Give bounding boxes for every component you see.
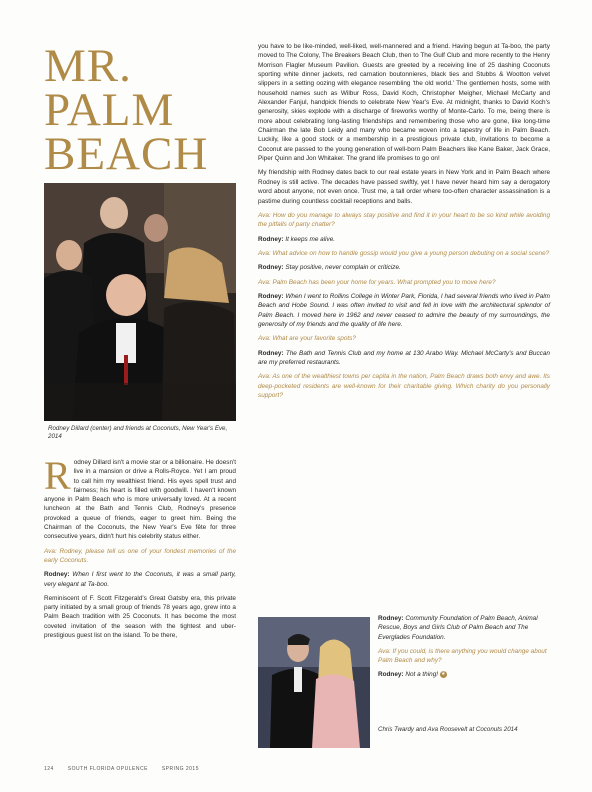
question: Ava: As one of the wealthiest towns per capita in the nation, Palm Beach draws both envy and awe. Its deep-pocketed residents are well-known for their charitable giving. Which charity do you personally support? xyxy=(258,373,550,399)
article-body-right-end xyxy=(378,614,548,685)
answer: Rodney: Community Foundation of Palm Beach, Animal Rescue, Boys and Girls Club of Palm Beach and The Everglades Foundation. xyxy=(378,615,538,641)
question: Ava: What advice on how to handle gossip would you give a young person debuting on a social scene? xyxy=(258,249,550,257)
paragraph: Reminiscent of F. Scott Fitzgerald's Great Gatsby era, this private party initiated by a small group of friends 78 years ago, grew into a Palm Beach tradition with 25 Coconuts. It has become the most coveted invitation of the season with the tightest and uber-prestigious guest list on the island. To be there, xyxy=(44,594,236,640)
page-footer xyxy=(44,766,548,772)
answer: Rodney: The Bath and Tennis Club and my home at 130 Arabo Way. Michael McCarty's and Buccan are my preferred restaurants. xyxy=(258,349,550,366)
paragraph: you have to be like-minded, well-liked, well-mannered and a friend. Having begun at Ta-boo, the party moved to The Colony, The Breakers Beach Club, then to The Gulf Club and more recently to the Henry Morrison Flagler Museum Pavilion. Guests are greeted by a receiving line of 25 dashing Coconuts sporting white dinner jackets, red carnation boutonnieres, black ties and Stubbs & Wootton velvet slippers in a setting oozing with elegance resembling 'the old world.' The gentlemen hosts, some with household names such as Wilbur Ross, David Koch, Christopher Meigher, Michael McCarty and Alexander Fanjul, handpick friends to celebrate New Year's Eve. At midnight, thanks to David Koch's generosity, skies explode with a discharge of fireworks worthy of Monte-Carlo. To me, being there is more about celebrating long-lasting friendships and remembering those who are gone, like long-time Chairman the late Bob Leidy and many who became woven into a tapestry of life in Palm Beach. Luckily, like a good stock or a membership in a prestigious private club, invitations to become a Coconut are passed to the young generation of well-born Palm Beachers like Kane Baker, Jack Grace, Piper Quinn and Jon Whitaker. The grand life promises to go on! xyxy=(258,43,550,163)
magazine-name: SOUTH FLORIDA OPULENCE xyxy=(67,766,148,772)
answer: Rodney: When I went to Rollins College in Winter Park, Florida, I had several friends who lived in Palm Beach and Hobe Sound. I was often invited to visit and fell in love with the architectural splendor of Palm Beach. I moved here in 1962 and never ceased to admire the beauty of my surroundings, the generosity of my friends and the quality of life here. xyxy=(258,292,550,328)
question: Ava: How do you manage to always stay positive and find it in your heart to be so kind while avoiding the pitfalls of party chatter? xyxy=(258,211,550,229)
intro-paragraph: Rodney Dillard isn't a movie star or a billionaire. He doesn't live in a mansion or drive a Rolls-Royce. Yet I am proud to call him my wealthiest friend. His eyes spell trust and fairness; his heart is filled with goodwill. I haven't known anyone in Palm Beach who is more universally loved. At a recent luncheon at the Bath and Tennis Club, Rodney's presence provoked a queue of friends, eager to greet him. Being the Chairman of the Coconuts, the New Year's Eve fête for three consecutive years, didn't hurt his celebrity status either. xyxy=(44,453,236,541)
answer: Rodney: Not a thing! ❦ xyxy=(378,671,446,679)
title-line-1: MR. xyxy=(44,40,132,92)
answer: Rodney: It keeps me alive. xyxy=(258,235,336,243)
photo-caption: Chris Twardy and Ava Roosevelt at Coconuts 2014 xyxy=(378,726,518,733)
answer: Rodney: Stay positive, never complain or criticize. xyxy=(258,264,401,272)
couple-photo xyxy=(258,617,370,748)
drop-cap: R xyxy=(44,453,71,498)
issue-label: SPRING 2015 xyxy=(161,766,199,772)
end-mark-icon: ❦ xyxy=(441,671,446,678)
question: Ava: Rodney, please tell us one of your fondest memories of the early Coconuts. xyxy=(44,547,236,564)
title-line-3: BEACH xyxy=(44,128,209,180)
article-title xyxy=(44,40,254,180)
group-photo xyxy=(44,183,236,421)
page-number: 124 xyxy=(44,766,54,772)
photo-caption: Rodney Dillard (center) and friends at Coconuts, New Year's Eve, 2014 xyxy=(48,425,228,440)
article-body-left xyxy=(44,453,236,645)
question: Ava: Palm Beach has been your home for years. What prompted you to move here? xyxy=(258,278,496,286)
title-line-2: PALM xyxy=(44,84,175,136)
paragraph: My friendship with Rodney dates back to our real estate years in New York and in Palm Beach where Rodney is still active. The decades have passed swiftly, yet I have never heard him say a derogatory word about anyone, not even once. Trust me, a tall order where too-often character assassination is a pastime during countless cocktail receptions and balls. xyxy=(258,169,550,205)
question: Ava: If you could, is there anything you would change about Palm Beach and why? xyxy=(378,647,547,665)
article-body-right xyxy=(258,42,550,405)
question: Ava: What are your favorite spots? xyxy=(258,335,356,343)
answer: Rodney: When I first went to the Coconuts, it was a small party, very elegant at Ta-boo. xyxy=(44,571,236,588)
